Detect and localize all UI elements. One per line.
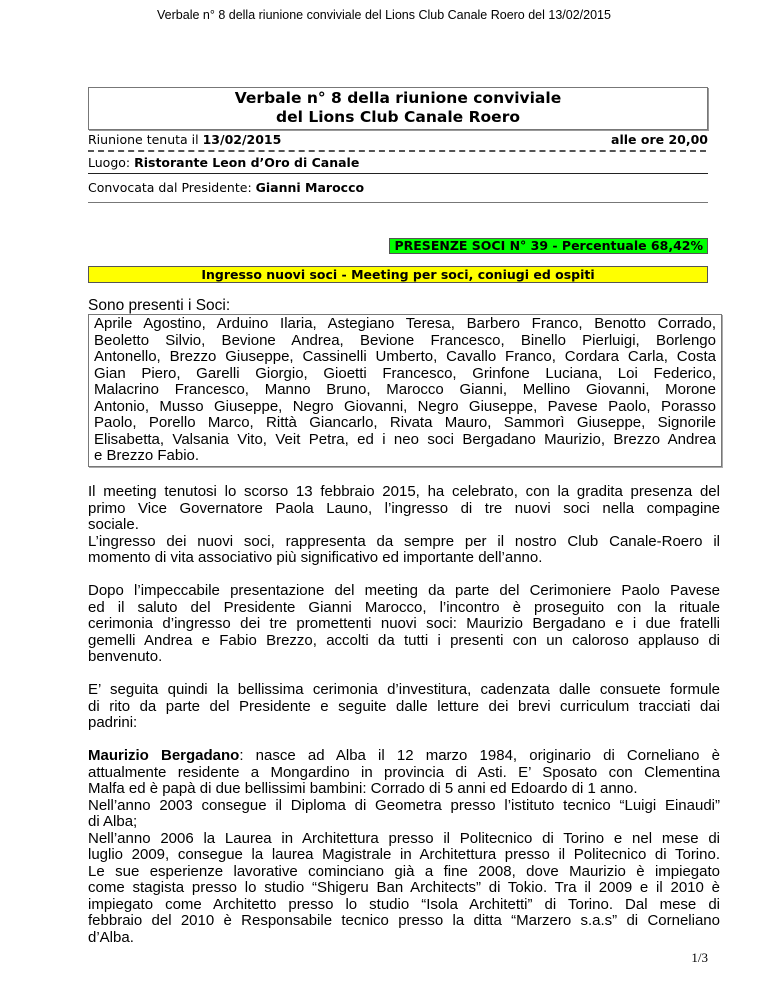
text-line: d’Alba. xyxy=(88,928,134,946)
text-line: gemelli Andrea e Fabio Brezzo, accolti da tutti i presenti con un caloroso applauso di xyxy=(88,631,720,649)
text-span: : nasce ad Alba il 12 marzo 1984, originario di Corneliano è xyxy=(239,747,720,764)
members-line: Beoletto Silvio, Bevione Andrea, Bevione Francesco, Binello Pierluigi, Borlengo xyxy=(94,331,716,349)
members-line: e Brezzo Fabio. xyxy=(94,447,200,464)
members-line: Aprile Agostino, Arduino Ilaria, Astegiano Teresa, Barbero Franco, Benotto Corrado, xyxy=(94,315,716,332)
text-line: attualmente residente a Mongardino in provincia di Asti. E’ Sposato con Clementina xyxy=(88,763,720,781)
page-number: 1/3 xyxy=(691,950,708,965)
president-name: Gianni Marocco xyxy=(255,180,365,195)
meeting-date-row xyxy=(88,133,708,147)
text-line: ed il saluto del Presidente Gianni Marocco, l’incontro è proseguito con la rituale xyxy=(88,598,720,616)
date-label: Riunione tenuta il xyxy=(88,132,203,147)
meeting-time: alle ore 20,00 xyxy=(611,132,708,147)
members-line: Antonio, Musso Giuseppe, Negro Giovanni, Negro Giuseppe, Pavese Paolo, Porasso xyxy=(94,397,716,415)
place-label: Luogo: xyxy=(88,155,135,170)
members-line: Gian Piero, Garelli Giorgio, Gioetti Francesco, Grinfone Luciana, Loi Federico, xyxy=(94,364,716,382)
text-line: Malfa ed è papà di due bellissimi bambini: Corrado di 5 anni ed Edoardo di 1 anno. xyxy=(88,780,638,797)
paragraph xyxy=(88,682,720,732)
text-line: Dopo l’impeccabile presentazione del meeting da parte del Cerimoniere Paolo Pavese xyxy=(88,582,720,599)
text-line: come stagista presso lo studio “Shigeru Ban Architects” di Tokio. Tra il 2009 e il 2010 è xyxy=(88,879,720,896)
meeting-place-row xyxy=(88,156,708,174)
attendance-badge: PRESENZE SOCI N° 39 - Percentuale 68,42% xyxy=(389,238,708,254)
paragraph xyxy=(88,484,720,567)
text-line: febbraio del 2010 è Responsabile tecnico presso la ditta “Marzero s.a.s” di Corneliano xyxy=(88,912,720,929)
running-header: Verbale n° 8 della riunione conviviale del Lions Club Canale Roero del 13/02/2015 xyxy=(157,8,611,22)
text-line: L’ingresso dei nuovi soci, rappresenta da sempre per il nostro Club Canale-Roero il xyxy=(88,532,720,550)
members-line: Elisabetta, Valsania Vito, Veit Petra, ed i neo soci Bergadano Maurizio, Brezzo Andrea xyxy=(94,430,716,448)
title-line-1: Verbale n° 8 della riunione conviviale xyxy=(234,89,562,107)
members-line: Antonello, Brezzo Giuseppe, Cassinelli Umberto, Cavallo Franco, Cordara Carla, Costa xyxy=(94,348,716,365)
text-line xyxy=(88,748,720,765)
convened-row xyxy=(88,181,708,203)
meeting-date: 13/02/2015 xyxy=(202,132,282,147)
convened-label: Convocata dal Presidente: xyxy=(88,180,256,195)
meeting-place: Ristorante Leon d’Oro di Canale xyxy=(134,155,360,170)
member-name: Maurizio Bergadano xyxy=(88,747,240,764)
document-title xyxy=(88,87,708,130)
text-line: di Alba; xyxy=(88,813,138,830)
text-line: momento di vita associativo più significativo ed importante dell’anno. xyxy=(88,549,543,566)
text-line: impiegato come Architetto presso lo studio “Isola Architetti” di Torino. Dal mese di xyxy=(88,895,720,913)
minutes-body xyxy=(88,484,720,963)
members-line: Malacrino Francesco, Manno Bruno, Marocco Gianni, Mellino Giovanni, Morone xyxy=(94,381,716,398)
text-line: E’ seguita quindi la bellissima cerimonia d’investitura, cadenzata dalle consuete formule xyxy=(88,681,720,698)
paragraph xyxy=(88,583,720,666)
members-line: Paolo, Porello Marco, Rittà Giancarlo, Rivata Mauro, Sammorì Giuseppe, Signorile xyxy=(94,414,716,431)
members-heading: Sono presenti i Soci: xyxy=(88,297,231,314)
dashed-divider xyxy=(88,147,706,152)
text-line: Nell’anno 2006 la Laurea in Architettura presso il Politecnico di Torino e nel mese di xyxy=(88,829,720,847)
text-line: Nell’anno 2003 consegue il Diploma di Geometra presso l’istituto tecnico “Luigi Einaudi” xyxy=(88,796,720,814)
paragraph xyxy=(88,748,720,946)
text-line: di rito da parte del Presidente e seguite dalle letture dei brevi curriculum tracciati dai xyxy=(88,697,720,715)
text-line: sociale. xyxy=(88,516,139,533)
text-line: Il meeting tenutosi lo scorso 13 febbraio 2015, ha celebrato, con la gradita presenza del xyxy=(88,483,720,500)
text-line: benvenuto. xyxy=(88,648,163,665)
members-list-box xyxy=(88,314,722,467)
title-line-2: del Lions Club Canale Roero xyxy=(276,108,520,126)
text-line: luglio 2009, consegue la laurea Magistrale in Architettura presso il Politecnico di Torino. xyxy=(88,846,720,863)
text-line: Le sue esperienze lavorative cominciano già a fine 2008, dove Maurizio è impiegato xyxy=(88,862,720,880)
meeting-type-banner: Ingresso nuovi soci - Meeting per soci, coniugi ed ospiti xyxy=(88,266,708,283)
text-line: primo Vice Governatore Paola Launo, l’ingresso di tre nuovi soci nella compagine xyxy=(88,499,720,517)
text-line: padrini: xyxy=(88,714,138,731)
text-line: cerimonia d’ingresso dei tre promettenti nuovi soci: Maurizio Bergadano e i due fratelli xyxy=(88,615,720,632)
